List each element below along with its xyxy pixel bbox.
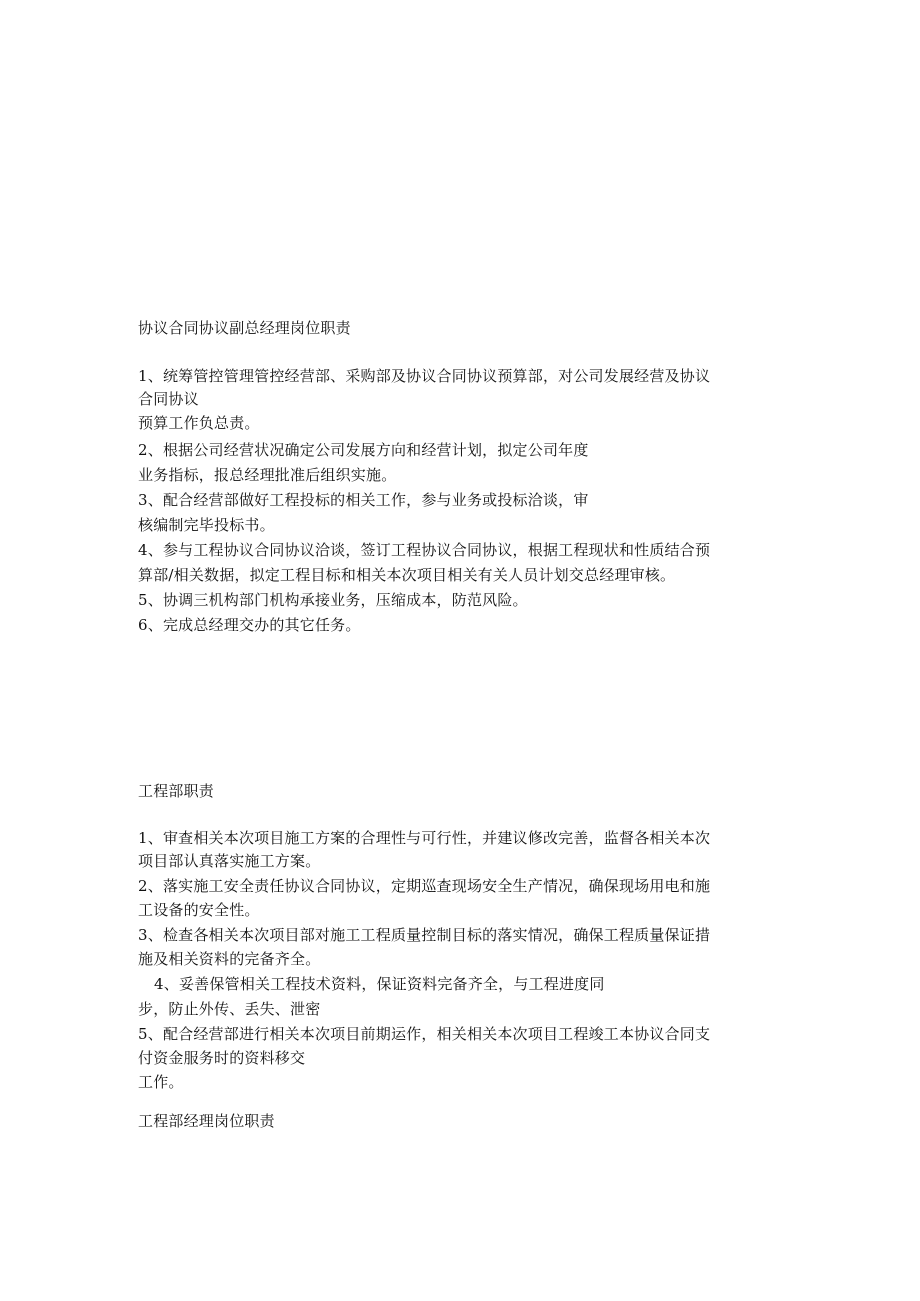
section3-title: 工程部经理岗位职责	[138, 1112, 275, 1130]
section1-line-7: 核编制完毕投标书。	[138, 516, 275, 534]
section1-line-1: 1、统筹管控管理管控经营部、采购部及协议合同协议预算部，对公司发展经营及协议	[138, 367, 711, 385]
section2-line-3: 2、落实施工安全责任协议合同协议，定期巡查现场安全生产情况，确保现场用电和施	[138, 877, 711, 895]
section2-line-6: 施及相关资料的完备齐全。	[138, 950, 321, 968]
section1-line-6: 3、配合经营部做好工程投标的相关工作，参与业务或投标洽谈，审	[138, 491, 589, 509]
section2-line-4: 工设备的安全性。	[138, 901, 260, 919]
section2-line-5: 3、检查各相关本次项目部对施工工程质量控制目标的落实情况，确保工程质量保证措	[138, 926, 711, 944]
section2-line-1: 1、审查相关本次项目施工方案的合理性与可行性，并建议修改完善，监督各相关本次	[138, 829, 711, 847]
section2-line-7: 4、妥善保管相关工程技术资料，保证资料完备齐全，与工程进度同	[154, 975, 605, 993]
section2-line-10: 付资金服务时的资料移交	[138, 1049, 306, 1067]
section1-title: 协议合同协议副总经理岗位职责	[138, 319, 351, 337]
section2-line-2: 项目部认真落实施工方案。	[138, 852, 321, 870]
section2-line-11: 工作。	[138, 1073, 184, 1091]
section1-line-4: 2、根据公司经营状况确定公司发展方向和经营计划，拟定公司年度	[138, 441, 589, 459]
section2-title: 工程部职责	[138, 782, 215, 800]
section1-line-9: 算部/相关数据，拟定工程目标和相关本次项目相关有关人员计划交总经理审核。	[138, 566, 676, 584]
section1-line-10: 5、协调三机构部门机构承接业务，压缩成本，防范风险。	[138, 591, 528, 609]
section2-line-9: 5、配合经营部进行相关本次项目前期运作，相关相关本次项目工程竣工本协议合同支	[138, 1025, 711, 1043]
section1-line-11: 6、完成总经理交办的其它任务。	[138, 616, 361, 634]
section2-line-8: 步，防止外传、丢失、泄密	[138, 1000, 321, 1018]
section1-line-8: 4、参与工程协议合同协议洽谈，签订工程协议合同协议，根据工程现状和性质结合预	[138, 541, 711, 559]
section1-line-5: 业务指标，报总经理批准后组织实施。	[138, 466, 397, 484]
section1-line-2: 合同协议	[138, 390, 199, 408]
section1-line-3: 预算工作负总责。	[138, 414, 260, 432]
